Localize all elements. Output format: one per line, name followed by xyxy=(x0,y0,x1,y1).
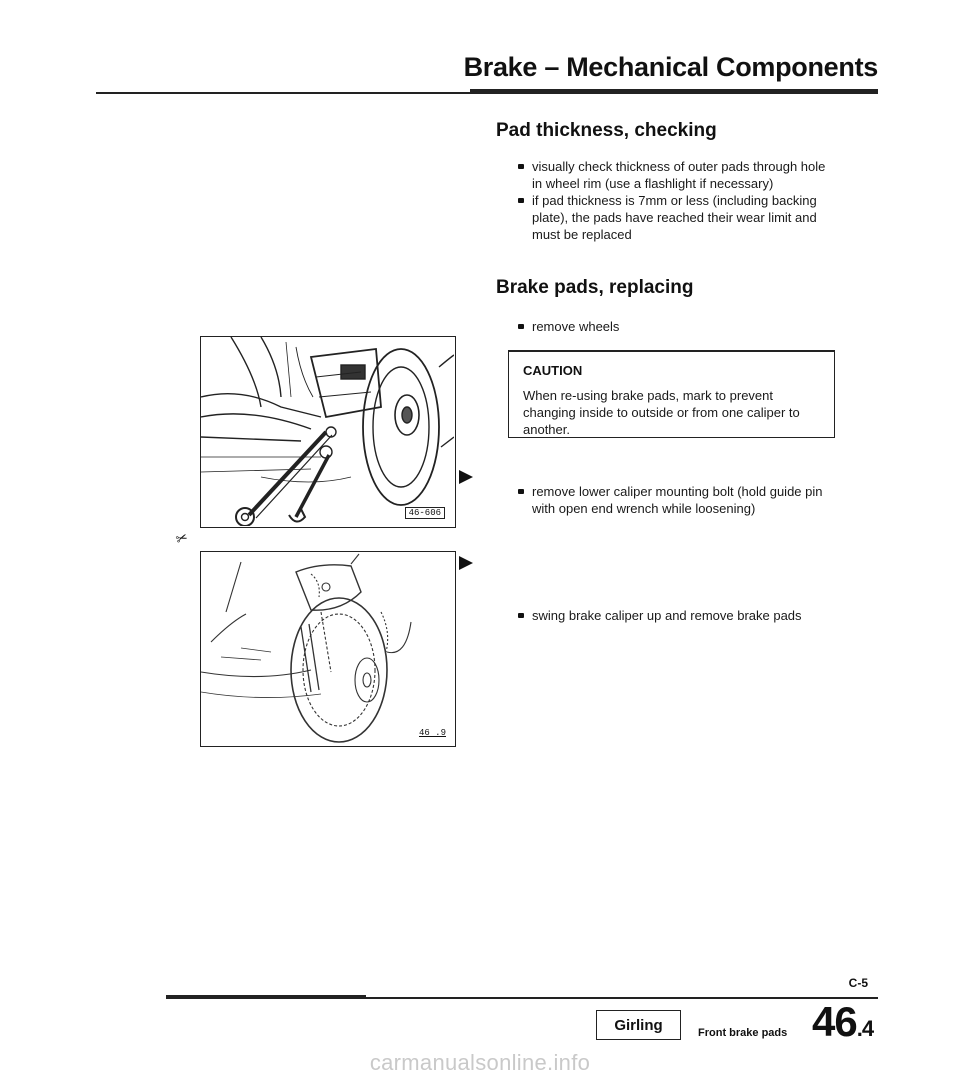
section-number-sub: .4 xyxy=(856,1016,874,1041)
figure-1-code: 46-606 xyxy=(405,507,445,519)
header-rule-accent xyxy=(470,89,878,92)
brake-caliper-wrench-illustration xyxy=(201,337,454,526)
footer-rule-accent xyxy=(166,995,366,998)
figure-caliper-wrench xyxy=(200,336,456,528)
page-code: C-5 xyxy=(848,976,868,990)
page-header-title: Brake – Mechanical Components xyxy=(463,52,878,82)
bullet-visual-check: visually check thickness of outer pads through hole in wheel rim (use a flashlight if necessary) xyxy=(516,158,836,192)
figure-2-code: 46 .9 xyxy=(416,728,449,738)
header-rule xyxy=(96,92,878,94)
figure-caliper-swing xyxy=(200,551,456,747)
scissor-mark-icon: ✂ xyxy=(173,528,190,548)
bullet-remove-lower-bolt: remove lower caliper mounting bolt (hold guide pin with open end wrench while loosening) xyxy=(516,483,832,517)
brake-caliper-swung-illustration xyxy=(201,552,454,745)
pad-thickness-bullets xyxy=(516,158,836,243)
bullet-remove-wheels: remove wheels xyxy=(516,318,832,335)
footer-caption: Front brake pads xyxy=(698,1027,788,1039)
step-arrow-icon xyxy=(459,470,473,484)
bullet-swing-caliper: swing brake caliper up and remove brake pads xyxy=(516,607,832,624)
bullet-wear-limit: if pad thickness is 7mm or less (including backing plate), the pads have reached their wear limit and must be replaced xyxy=(516,192,836,243)
step-arrow-icon xyxy=(459,556,473,570)
watermark-text: carmanualsonline.info xyxy=(369,1050,591,1075)
brand-box-girling: Girling xyxy=(596,1010,681,1040)
section-number xyxy=(812,998,873,1046)
section-heading-pads-replacing: Brake pads, replacing xyxy=(496,277,694,298)
section-heading-pad-thickness: Pad thickness, checking xyxy=(496,120,717,141)
caution-text: When re-using brake pads, mark to prevent changing inside to outside or from one caliper to another. xyxy=(523,388,800,437)
caution-box xyxy=(508,350,835,438)
section-number-main: 46 xyxy=(812,998,857,1045)
caution-title: CAUTION xyxy=(523,363,583,378)
